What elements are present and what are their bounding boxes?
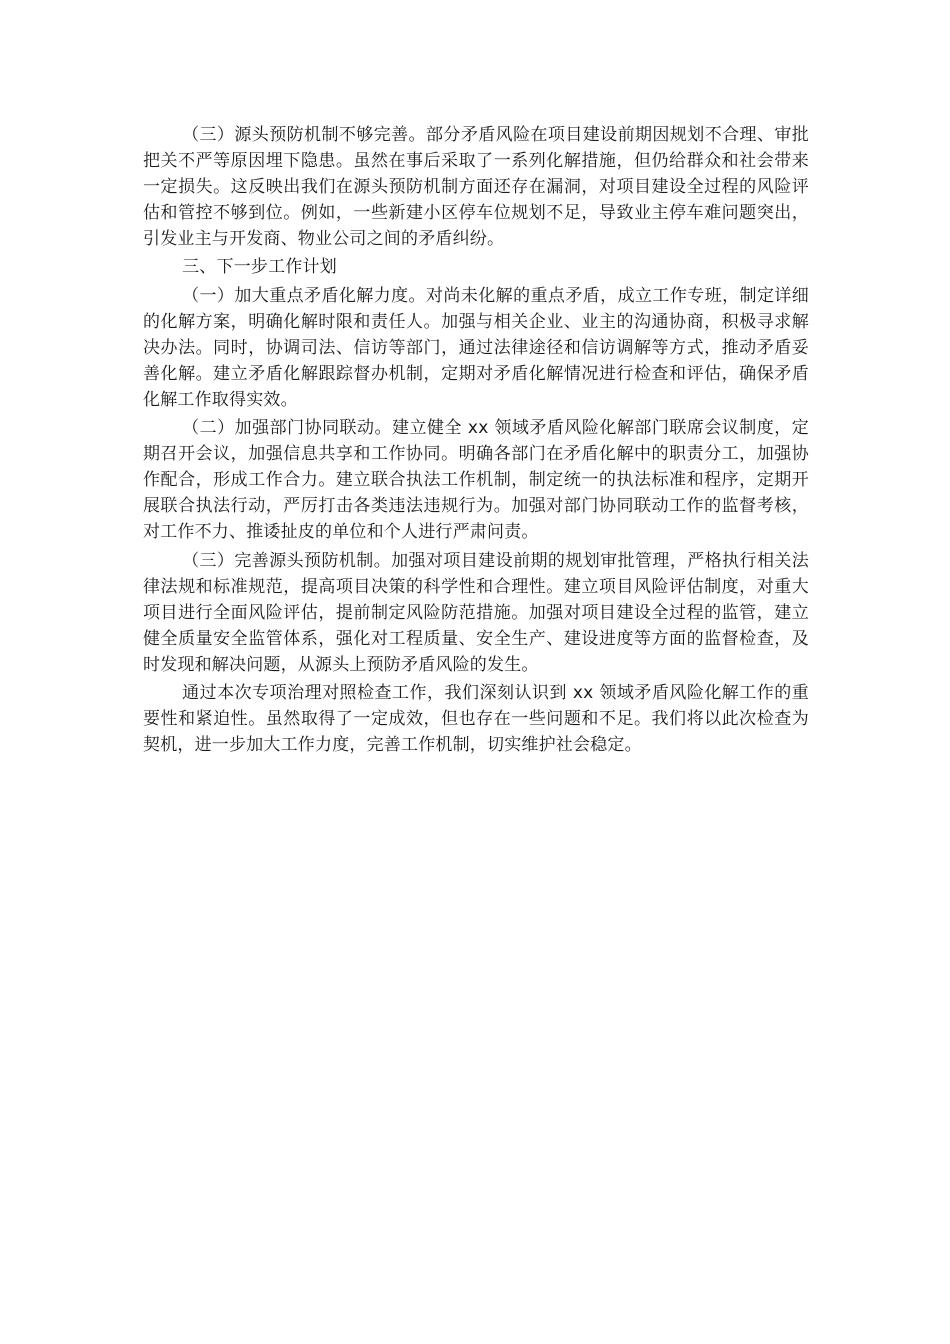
document-body bbox=[143, 122, 809, 760]
paragraph-plan-coordination: （二）加强部门协同联动。建立健全 xx 领域矛盾风险化解部门联席会议制度，定期召开会议，加强信息共享和工作协同。明确各部门在矛盾化解中的职责分工，加强协作配合，形成工作合力。建立联合执法工作机制，制定统一的执法标准和程序，定期开展联合执法行动，严厉打击各类违法违规行为。加强对部门协同联动工作的监督考核，对工作不力、推诿扯皮的单位和个人进行严肃问责。 bbox=[143, 418, 809, 543]
paragraph-conclusion: 通过本次专项治理对照检查工作，我们深刻认识到 xx 领域矛盾风险化解工作的重要性和紧迫性。虽然取得了一定成效，但也存在一些问题和不足。我们将以此次检查为契机，进一步加大工作力度，完善工作机制，切实维护社会稳定。 bbox=[143, 682, 809, 756]
paragraph-plan-source-prevention: （三）完善源头预防机制。加强对项目建设前期的规划审批管理，严格执行相关法律法规和标准规范，提高项目决策的科学性和合理性。建立项目风险评估制度，对重大项目进行全面风险评估，提前制定风险防范措施。加强对项目建设全过程的监管，建立健全质量安全监管体系，强化对工程质量、安全生产、建设进度等方面的监督检查，及时发现和解决问题，从源头上预防矛盾风险的发生。 bbox=[143, 550, 809, 675]
section-heading-next-steps: 三、下一步工作计划 bbox=[182, 257, 337, 278]
paragraph-source-prevention-issue: （三）源头预防机制不够完善。部分矛盾风险在项目建设前期因规划不合理、审批把关不严等原因埋下隐患。虽然在事后采取了一系列化解措施，但仍给群众和社会带来一定损失。这反映出我们在源头预防机制方面还存在漏洞，对项目建设全过程的风险评估和管控不够到位。例如，一些新建小区停车位规划不足，导致业主停车难问题突出，引发业主与开发商、物业公司之间的矛盾纠纷。 bbox=[143, 125, 809, 250]
paragraph-plan-key-conflicts: （一）加大重点矛盾化解力度。对尚未化解的重点矛盾，成立工作专班，制定详细的化解方案，明确化解时限和责任人。加强与相关企业、业主的沟通协商，积极寻求解决办法。同时，协调司法、信访等部门，通过法律途径和信访调解等方式，推动矛盾妥善化解。建立矛盾化解跟踪督办机制，定期对矛盾化解情况进行检查和评估，确保矛盾化解工作取得实效。 bbox=[143, 285, 809, 410]
